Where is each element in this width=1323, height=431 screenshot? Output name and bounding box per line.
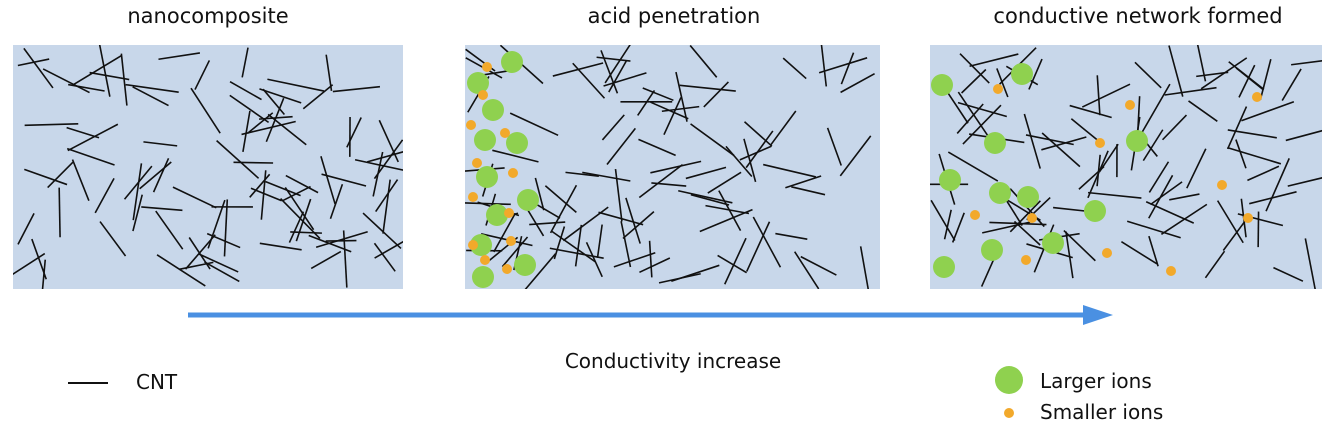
cnt-stick (841, 53, 853, 84)
cnt-stick (1205, 251, 1224, 278)
cnt-stick (828, 128, 842, 166)
cnt-stick (821, 45, 826, 86)
smaller-ion (993, 84, 1003, 94)
cnt-stick (1138, 96, 1140, 130)
cnt-stick (1305, 238, 1315, 289)
cnt-stick (639, 258, 669, 272)
cnt-stick (554, 227, 564, 259)
cnt-stick (1187, 149, 1206, 188)
cnt-stick (643, 88, 674, 100)
cnt-stick (587, 242, 603, 276)
smaller-ion (1125, 100, 1135, 110)
cnt-stick (691, 124, 735, 156)
cnt-stick (1097, 75, 1100, 115)
cnt-stick (840, 136, 870, 176)
cnt-stick (708, 172, 741, 193)
smaller-ion (478, 90, 488, 100)
cnt-stick (1127, 221, 1180, 238)
cnt-stick (268, 114, 306, 144)
smaller-ion (1095, 138, 1105, 148)
cnt-stick (686, 167, 726, 178)
cnt-stick (1161, 204, 1206, 234)
smaller-ion (970, 210, 980, 220)
cnt-stick (746, 131, 773, 168)
cnt-stick (266, 182, 301, 196)
cnt-stick (24, 48, 53, 88)
cnt-stick (623, 212, 654, 239)
cnt-stick (100, 222, 126, 256)
cnt-stick (601, 50, 617, 93)
cnt-stick (841, 74, 875, 93)
legend-cnt-label: CNT (136, 370, 178, 394)
cnt-stick (465, 203, 511, 204)
legend-larger-ions-label: Larger ions (1040, 369, 1152, 393)
cnt-stick (861, 246, 871, 289)
cnt-stick (13, 254, 45, 275)
cnt-stick (607, 128, 635, 164)
smaller-ion (506, 236, 516, 246)
cnt-line-symbol (68, 382, 108, 384)
nanocomposite-panel (13, 45, 403, 289)
cnt-stick (744, 139, 756, 182)
cnt-stick (1189, 101, 1218, 121)
cnt-stick (1024, 114, 1040, 169)
panel-title-conductive-network: conductive network formed (993, 4, 1283, 28)
cnt-stick (233, 162, 273, 163)
cnt-stick (1088, 193, 1141, 198)
smaller-ion (480, 255, 490, 265)
cnt-stick (1201, 58, 1247, 89)
larger-ion (1011, 63, 1033, 85)
cnt-stick (1249, 192, 1296, 204)
cnt-stick (1236, 140, 1246, 169)
cnt-stick (747, 222, 770, 272)
smaller-ion (1027, 213, 1037, 223)
cnt-stick (510, 113, 558, 135)
smaller-ion (472, 158, 482, 168)
larger-ion (476, 166, 498, 188)
cnt-stick (953, 213, 965, 243)
cnt-stick (1286, 127, 1322, 141)
cnt-stick (321, 156, 335, 204)
arrow-head (1083, 305, 1113, 325)
cnt-stick (650, 241, 652, 278)
cnt-stick (99, 45, 110, 97)
conductivity-arrow (188, 303, 1113, 327)
larger-ion (981, 239, 1003, 261)
cnt-stick (266, 98, 283, 142)
larger-ion-symbol (995, 366, 1023, 394)
larger-ion (984, 132, 1006, 154)
cnt-stick (207, 234, 240, 248)
larger-ion (1017, 186, 1039, 208)
legend-smaller-ions-label: Smaller ions (1040, 400, 1164, 424)
cnt-network-diagram (13, 45, 403, 289)
cnt-stick (1088, 151, 1108, 198)
cnt-stick (156, 211, 183, 249)
larger-ion (933, 256, 955, 278)
cnt-stick (678, 191, 732, 203)
cnt-stick (775, 234, 807, 240)
cnt-stick (95, 178, 114, 212)
cnt-stick (664, 97, 681, 134)
cnt-stick (1146, 202, 1194, 223)
larger-ion (1126, 130, 1148, 152)
smaller-ion (466, 120, 476, 130)
larger-ion (1084, 200, 1106, 222)
cnt-stick (158, 53, 199, 59)
cnt-stick (59, 188, 60, 238)
larger-ion (989, 182, 1011, 204)
cnt-stick (573, 63, 605, 98)
cnt-stick (680, 85, 736, 91)
cnt-stick (970, 54, 1019, 66)
cnt-stick (1273, 268, 1302, 282)
cnt-stick (801, 257, 837, 275)
cnt-stick (330, 184, 342, 218)
cnt-stick (745, 122, 772, 146)
cnt-stick (1071, 119, 1097, 140)
cnt-stick (260, 243, 302, 249)
conductivity-caption: Conductivity increase (564, 349, 782, 373)
cnt-stick (195, 60, 209, 89)
conductive-network-diagram (930, 45, 1322, 289)
cnt-stick (143, 142, 177, 146)
cnt-stick (217, 141, 259, 179)
cnt-stick (242, 48, 248, 78)
larger-ion (939, 169, 961, 191)
cnt-stick (659, 274, 701, 283)
cnt-stick (1291, 60, 1322, 65)
cnt-stick (316, 232, 368, 248)
smaller-ion (1252, 92, 1262, 102)
cnt-stick (1169, 194, 1199, 200)
cnt-stick (563, 207, 608, 240)
cnt-stick (25, 124, 79, 125)
cnt-stick (989, 222, 1046, 224)
cnt-stick (614, 253, 655, 267)
cnt-stick (795, 252, 819, 289)
panel-title-acid-penetration: acid penetration (587, 4, 761, 28)
acid-penetration-diagram (465, 45, 880, 289)
cnt-stick (347, 118, 361, 148)
cnt-stick (43, 69, 89, 93)
cnt-stick (1241, 102, 1293, 121)
cnt-stick (191, 88, 220, 133)
cnt-stick (700, 210, 753, 232)
cnt-stick (363, 213, 401, 248)
larger-ion (467, 72, 489, 94)
smaller-ion (482, 62, 492, 72)
conductive-network-panel (930, 45, 1322, 289)
smaller-ion (468, 192, 478, 202)
cnt-stick (545, 186, 576, 213)
cnt-stick (616, 169, 622, 221)
cnt-stick (1260, 59, 1270, 99)
cnt-stick (1165, 88, 1217, 95)
cnt-stick (771, 111, 796, 145)
cnt-stick (261, 170, 265, 219)
cnt-stick (68, 124, 118, 150)
cnt-stick (1163, 115, 1187, 140)
acid-penetration-panel (465, 45, 880, 289)
cnt-stick (1227, 148, 1281, 164)
cnt-stick (74, 55, 122, 84)
larger-ion (474, 129, 496, 151)
cnt-stick (267, 79, 324, 91)
cnt-stick (1247, 166, 1279, 180)
cnt-stick (48, 162, 73, 187)
cnt-stick (1229, 62, 1264, 90)
cnt-stick (1082, 84, 1130, 107)
cnt-stick (553, 63, 603, 76)
cnt-stick (1070, 106, 1112, 118)
cnt-stick (1135, 62, 1161, 88)
cnt-stick (639, 165, 682, 198)
cnt-stick (383, 180, 390, 234)
larger-ion (514, 254, 536, 276)
cnt-stick (1288, 176, 1322, 186)
smaller-ion (1243, 213, 1253, 223)
cnt-stick (740, 146, 772, 160)
cnt-stick (259, 89, 301, 103)
panel-title-nanocomposite: nanocomposite (127, 4, 289, 28)
cnt-stick (597, 57, 631, 61)
cnt-stick (931, 200, 955, 240)
cnt-stick (1169, 46, 1183, 97)
cnt-stick (598, 225, 603, 258)
cnt-stick (1223, 217, 1248, 251)
cnt-stick (785, 176, 821, 188)
larger-ion (472, 266, 494, 288)
cnt-stick (753, 217, 780, 267)
cnt-stick (783, 58, 806, 78)
cnt-stick (296, 199, 310, 241)
smaller-ion (504, 208, 514, 218)
cnt-stick (582, 172, 630, 181)
smaller-ion-symbol (1004, 408, 1014, 418)
larger-ion (482, 99, 504, 121)
cnt-stick (763, 165, 816, 177)
cnt-stick (333, 87, 380, 92)
cnt-stick (602, 115, 624, 140)
cnt-stick (1079, 167, 1104, 190)
cnt-stick (791, 187, 825, 195)
smaller-ion (508, 168, 518, 178)
cnt-stick (141, 207, 182, 210)
cnt-stick (173, 187, 216, 208)
cnt-stick (650, 161, 701, 172)
cnt-stick (638, 139, 675, 155)
larger-ion (931, 74, 953, 96)
cnt-stick (157, 255, 205, 286)
cnt-stick (1142, 84, 1170, 133)
cnt-stick (704, 82, 729, 107)
larger-ion (517, 189, 539, 211)
smaller-ion (468, 240, 478, 250)
cnt-stick (32, 239, 46, 279)
smaller-ion (1217, 180, 1227, 190)
cnt-stick (1042, 133, 1080, 167)
cnt-stick (690, 45, 717, 77)
cnt-stick (224, 199, 227, 256)
smaller-ion (502, 264, 512, 274)
larger-ion (501, 51, 523, 73)
smaller-ion (1102, 248, 1112, 258)
larger-ion (1042, 232, 1064, 254)
cnt-stick (126, 85, 179, 93)
cnt-stick (960, 54, 989, 83)
cnt-stick (311, 252, 341, 269)
cnt-stick (24, 169, 67, 184)
cnt-stick (1282, 69, 1301, 101)
cnt-stick (621, 221, 630, 267)
cnt-stick (73, 160, 89, 201)
smaller-ion (1021, 255, 1031, 265)
smaller-ion (1166, 266, 1176, 276)
cnt-stick (1218, 201, 1244, 243)
cnt-stick (948, 92, 968, 123)
smaller-ion (500, 128, 510, 138)
cnt-stick (962, 69, 986, 93)
cnt-stick (68, 85, 104, 91)
cnt-stick (819, 58, 867, 73)
cnt-stick (230, 82, 261, 100)
